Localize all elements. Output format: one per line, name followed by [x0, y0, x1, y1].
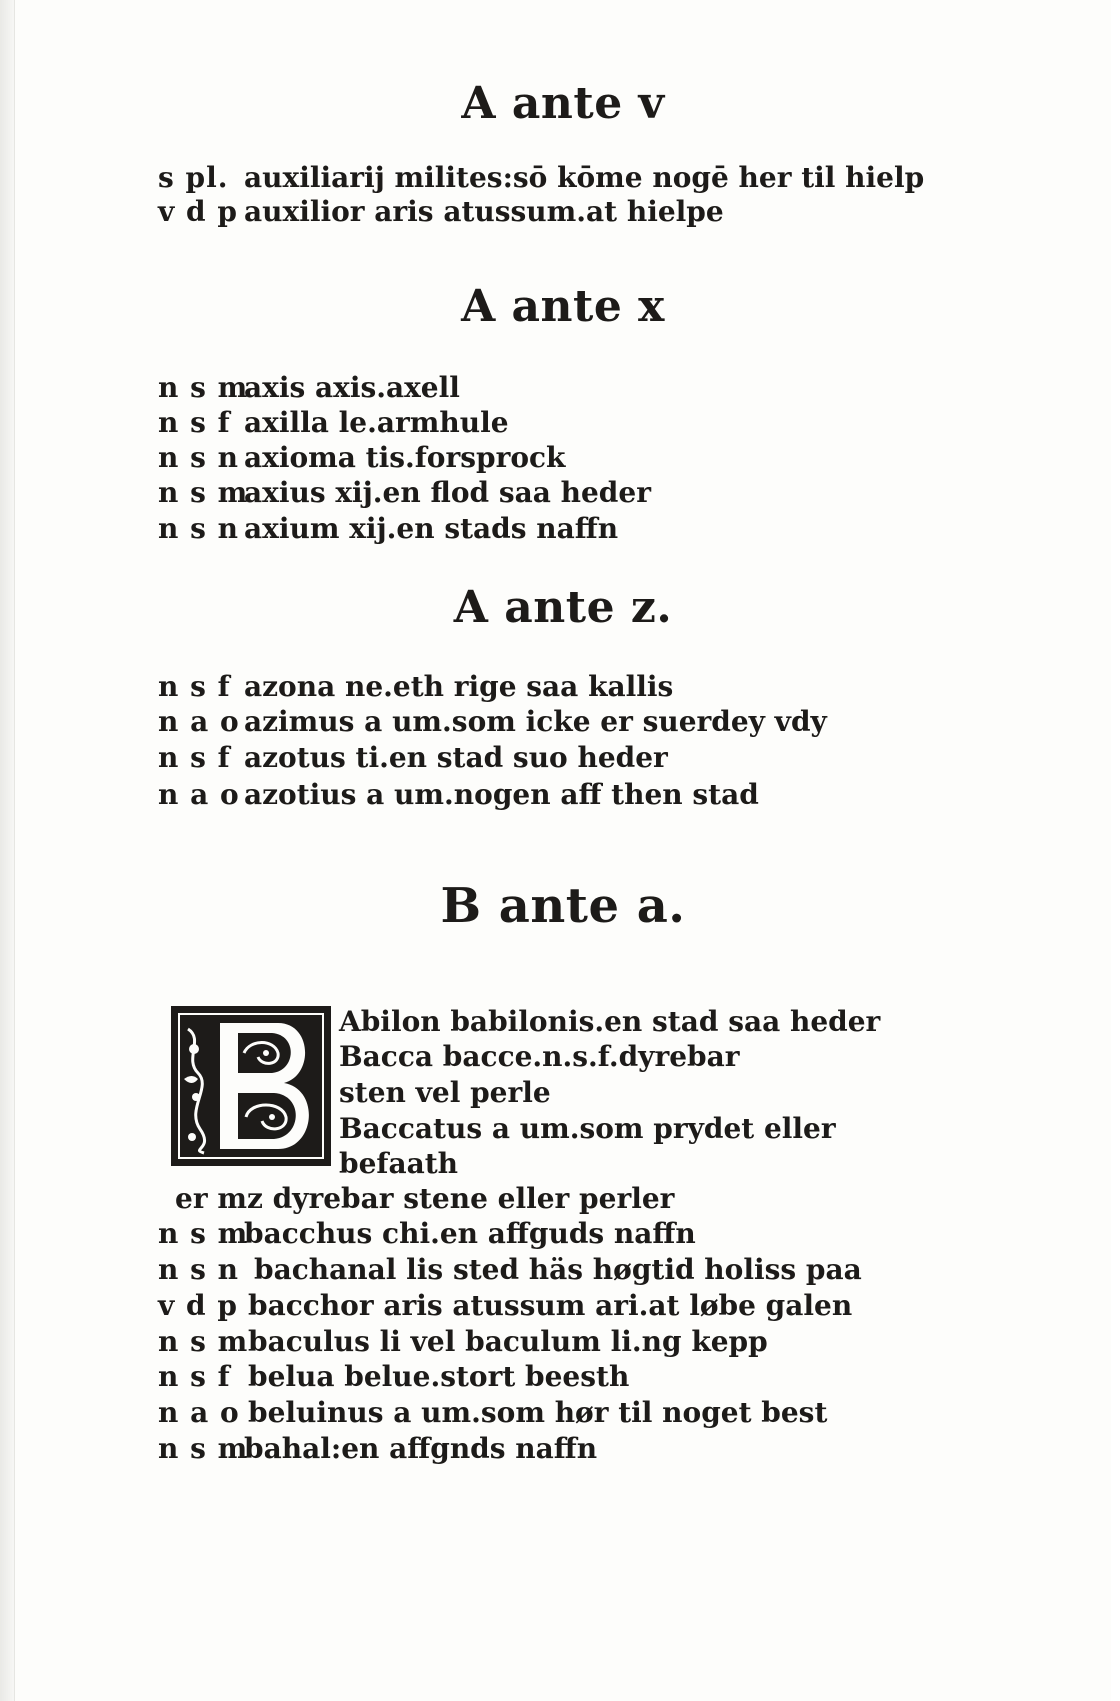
- entry-text: belua belue.stort beesth: [248, 1360, 630, 1393]
- entry-grammar-tag: v d p: [158, 195, 238, 228]
- entry-grammar-tag: n s n: [158, 441, 239, 474]
- entry-text: beluinus a um.som hør til noget best: [248, 1396, 828, 1429]
- entry-text: axilla le.armhule: [244, 406, 509, 439]
- entry-row: [158, 1396, 938, 1430]
- lead-line: befaath: [339, 1147, 459, 1180]
- entry-grammar-tag: n a o: [158, 705, 240, 738]
- entry-row: [158, 371, 938, 405]
- entry-text: azotus ti.en stad suo heder: [244, 741, 668, 774]
- lead-line: er mz dyrebar stene eller perler: [175, 1182, 675, 1215]
- entry-row: [158, 1360, 938, 1394]
- entry-text: axius xij.en flod saa heder: [244, 476, 651, 509]
- lead-line: Bacca bacce.n.s.f.dyrebar: [339, 1040, 740, 1073]
- entry-grammar-tag: n s m: [158, 1217, 249, 1250]
- entry-grammar-tag: s pl.: [158, 161, 229, 194]
- entry-grammar-tag: n s n: [158, 1253, 239, 1286]
- entry-grammar-tag: n s m: [158, 1432, 249, 1465]
- section-heading-a-ante-x: A ante x: [461, 281, 665, 332]
- section-heading-b-ante-a: B ante a.: [440, 878, 686, 934]
- entry-grammar-tag: n s m: [158, 476, 249, 509]
- entry-grammar-tag: n s f: [158, 406, 231, 439]
- entry-row: [158, 1289, 938, 1323]
- entry-row: [158, 1325, 938, 1359]
- entry-text: axioma tis.forsprock: [244, 441, 566, 474]
- entry-text: auxiliarij milites:sō kōme nogē her til hielp: [244, 161, 925, 194]
- entry-grammar-tag: n s f: [158, 670, 231, 703]
- book-page: [14, 0, 1111, 1701]
- entry-grammar-tag: n s f: [158, 741, 231, 774]
- entry-grammar-tag: n s m: [158, 371, 249, 404]
- entry-grammar-tag: n s n: [158, 512, 239, 545]
- entry-text: baculus li vel baculum li.ng kepp: [248, 1325, 768, 1358]
- entry-text: auxilior aris atussum.at hielpe: [244, 195, 724, 228]
- lead-line: Baccatus a um.som prydet eller: [339, 1112, 836, 1145]
- lead-line: Abilon babilonis.en stad saa heder: [339, 1005, 881, 1038]
- page-edge: [0, 0, 14, 1701]
- section-heading-a-ante-v: A ante v: [461, 78, 665, 129]
- entry-grammar-tag: n a o: [158, 1396, 240, 1429]
- entry-row: [158, 406, 938, 440]
- entry-row: [158, 161, 938, 195]
- entry-row: [158, 1217, 938, 1251]
- ornament-initial-icon: [174, 1009, 328, 1163]
- entry-text: azona ne.eth rige saa kallis: [244, 670, 674, 703]
- entry-row: [158, 741, 938, 775]
- entry-text: azimus a um.som icke er suerdey vdy: [244, 705, 827, 738]
- entry-row: [158, 1253, 938, 1287]
- entry-grammar-tag: n a o: [158, 778, 240, 811]
- entry-text: bachanal lis sted häs høgtid holiss paa: [254, 1253, 862, 1286]
- lead-line: sten vel perle: [339, 1076, 551, 1109]
- entry-grammar-tag: v d p: [158, 1289, 238, 1322]
- entry-text: bahal:en affgnds naffn: [244, 1432, 598, 1465]
- entry-text: bacchor aris atussum ari.at løbe galen: [248, 1289, 853, 1322]
- decorated-initial-b: [171, 1006, 331, 1166]
- entry-row: [158, 705, 938, 739]
- entry-row: [158, 670, 938, 704]
- entry-row: [158, 778, 938, 812]
- entry-grammar-tag: n s m: [158, 1325, 249, 1358]
- section-heading-a-ante-z: A ante z.: [453, 582, 673, 633]
- entry-text: axium xij.en stads naffn: [244, 512, 619, 545]
- entry-grammar-tag: n s f: [158, 1360, 231, 1393]
- entry-text: axis axis.axell: [244, 371, 460, 404]
- entry-row: [158, 441, 938, 475]
- entry-row: [158, 512, 938, 546]
- entry-row: [158, 1432, 938, 1466]
- entry-row: [158, 476, 938, 510]
- entry-text: azotius a um.nogen aff then stad: [244, 778, 759, 811]
- entry-text: bacchus chi.en affguds naffn: [244, 1217, 696, 1250]
- entry-row: [158, 195, 938, 229]
